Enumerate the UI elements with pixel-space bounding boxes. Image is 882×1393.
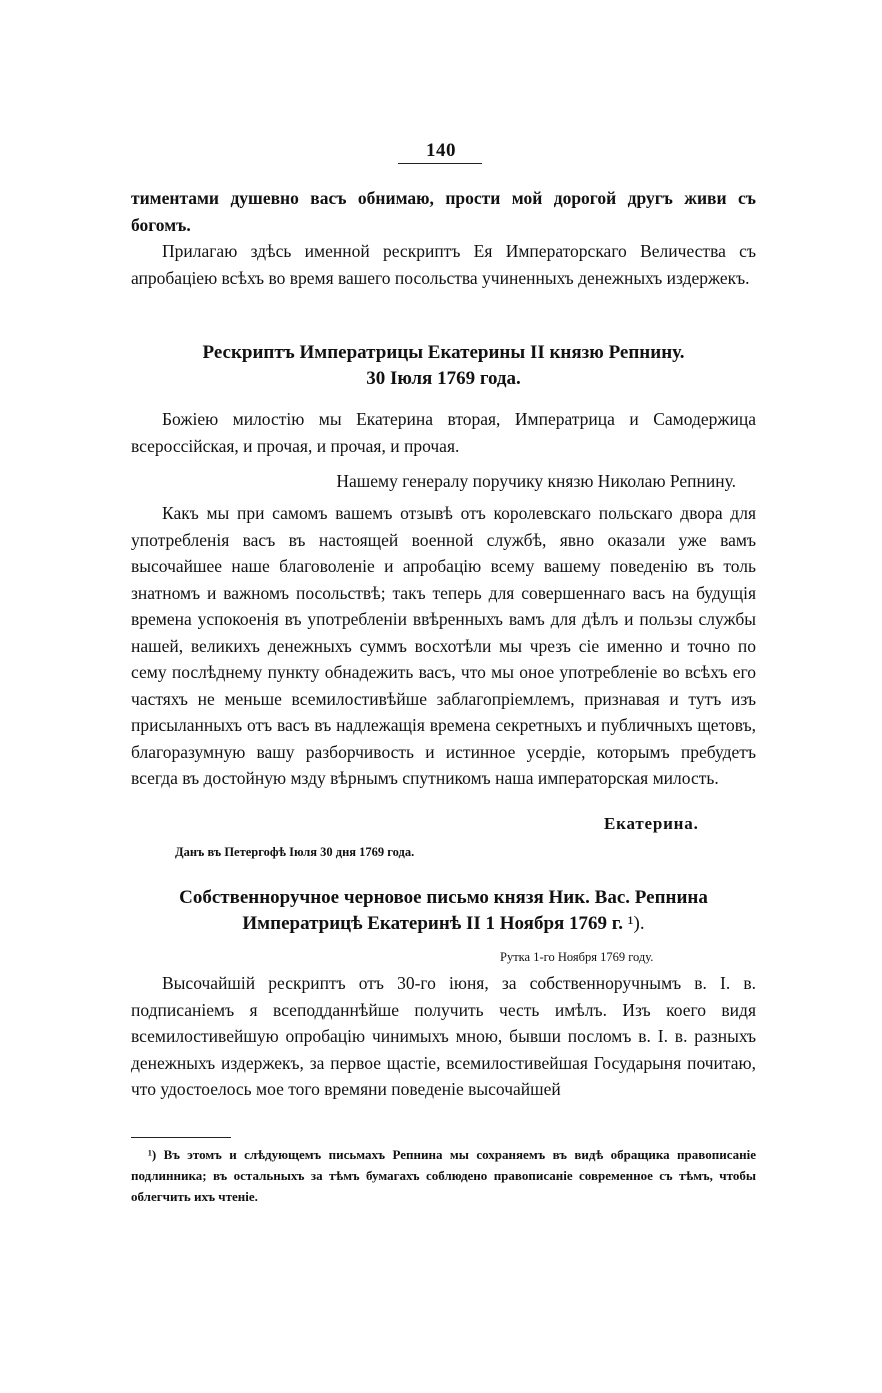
letter-body-block <box>131 970 756 1103</box>
rescript-body-block <box>131 500 756 792</box>
letter-body-paragraph: Высочайшiй рескриптъ отъ 30-го iюня, за собственноручнымъ в. I. в. подписанiемъ я всеподданнѣйше получить честь имѣлъ. Изъ коего видя всемилостивейшую опробацiю чинимыхъ мною, бывши посломъ в. I. в. разныхъ денежныхъ издержекъ, за первое щастiе, всемилостивейшая Государыня почитаю, что удостоелось мое того времяни поведенiе высочайшей <box>131 973 756 1099</box>
rescript-body-paragraph: Какъ мы при самомъ вашемъ отзывѣ отъ королевскаго польскаго двора для употребленiя васъ въ настоящей военной службѣ, явно оказали уже вамъ высочайшее наше благоволенiе и апробацiю всему вашему поведенiю въ толь знатномъ и важномъ посольствѣ; такъ теперь для совершеннаго васъ на будущiя времена успокоенiя въ употребленiи ввѣренныхъ вамъ для дѣлъ и пользы службы нашей, великихъ денежныхъ суммъ восхотѣли мы чрезъ сiе именно и точно по сему послѣднему пункту обнадежить васъ, что мы оное употребленiе во всѣхъ его частяхъ не меньше всемилостивѣйше заблагопрiемлемъ, признавая и тутъ изъ присыланныхъ отъ васъ въ надлежащiя времена секретныхъ и публичныхъ щетовъ, благоразумную вашу разборчивость и истинное усердiе, которымъ пребудетъ всегда въ достойную мзду вѣрнымъ спутникомъ наша императорская милость. <box>131 503 756 788</box>
attachment-block <box>131 238 756 291</box>
continuation-paragraph: тиментами душевно васъ обнимаю, прости мой дорогой другъ живи съ богомъ. <box>131 188 756 235</box>
given-at-note: Данъ въ Петергофѣ Іюля 30 дня 1769 года. <box>175 845 415 859</box>
address-block <box>131 468 756 495</box>
footnote-text: ¹) Въ этомъ и слѣдующемъ письмахъ Репнина мы сохраняемъ въ видѣ обращика правописанiе подлинника; въ остальныхъ за тѣмъ бумагахъ соблюдено правописанiе современное съ тѣмъ, чтобы облегчить ихъ чтенiе. <box>131 1147 756 1204</box>
letter-heading-line2-text: Императрицѣ Екатеринѣ II 1 Ноября 1769 г. <box>242 913 624 934</box>
greeting-paragraph: Божiею милостiю мы Екатерина вторая, Императрица и Самодержица всероссiйская, и прочая, и прочая, и прочая. <box>131 409 756 456</box>
place-date: Рутка 1-го Ноября 1769 году. <box>500 950 654 964</box>
letter-heading-line1: Собственноручное черновое письмо князя Ник. Вас. Репнина <box>179 887 708 908</box>
rescript-heading <box>131 340 756 392</box>
continuation-block <box>131 185 756 238</box>
footnote <box>131 1144 756 1207</box>
letter-heading <box>131 885 756 937</box>
footnote-ref: ¹). <box>627 913 645 934</box>
address-line: Нашему генералу поручику князю Николаю Репнину. <box>336 471 736 491</box>
page-number: 140 <box>426 140 456 161</box>
page-number-rule <box>398 163 482 164</box>
rescript-heading-line1: Рескриптъ Императрицы Екатерины II князю Репнину. <box>202 342 685 363</box>
greeting-block <box>131 406 756 459</box>
rescript-heading-date: 30 Іюля 1769 года. <box>366 368 521 389</box>
signature: Екатерина. <box>604 814 699 833</box>
footnote-rule <box>131 1137 231 1138</box>
attachment-paragraph: Прилагаю здѣсь именной рескриптъ Ея Императорскаго Величества съ апробацiею всѣхъ во время вашего посольства учиненныхъ денежныхъ издержекъ. <box>131 241 756 288</box>
letter-heading-line2 <box>131 911 756 937</box>
